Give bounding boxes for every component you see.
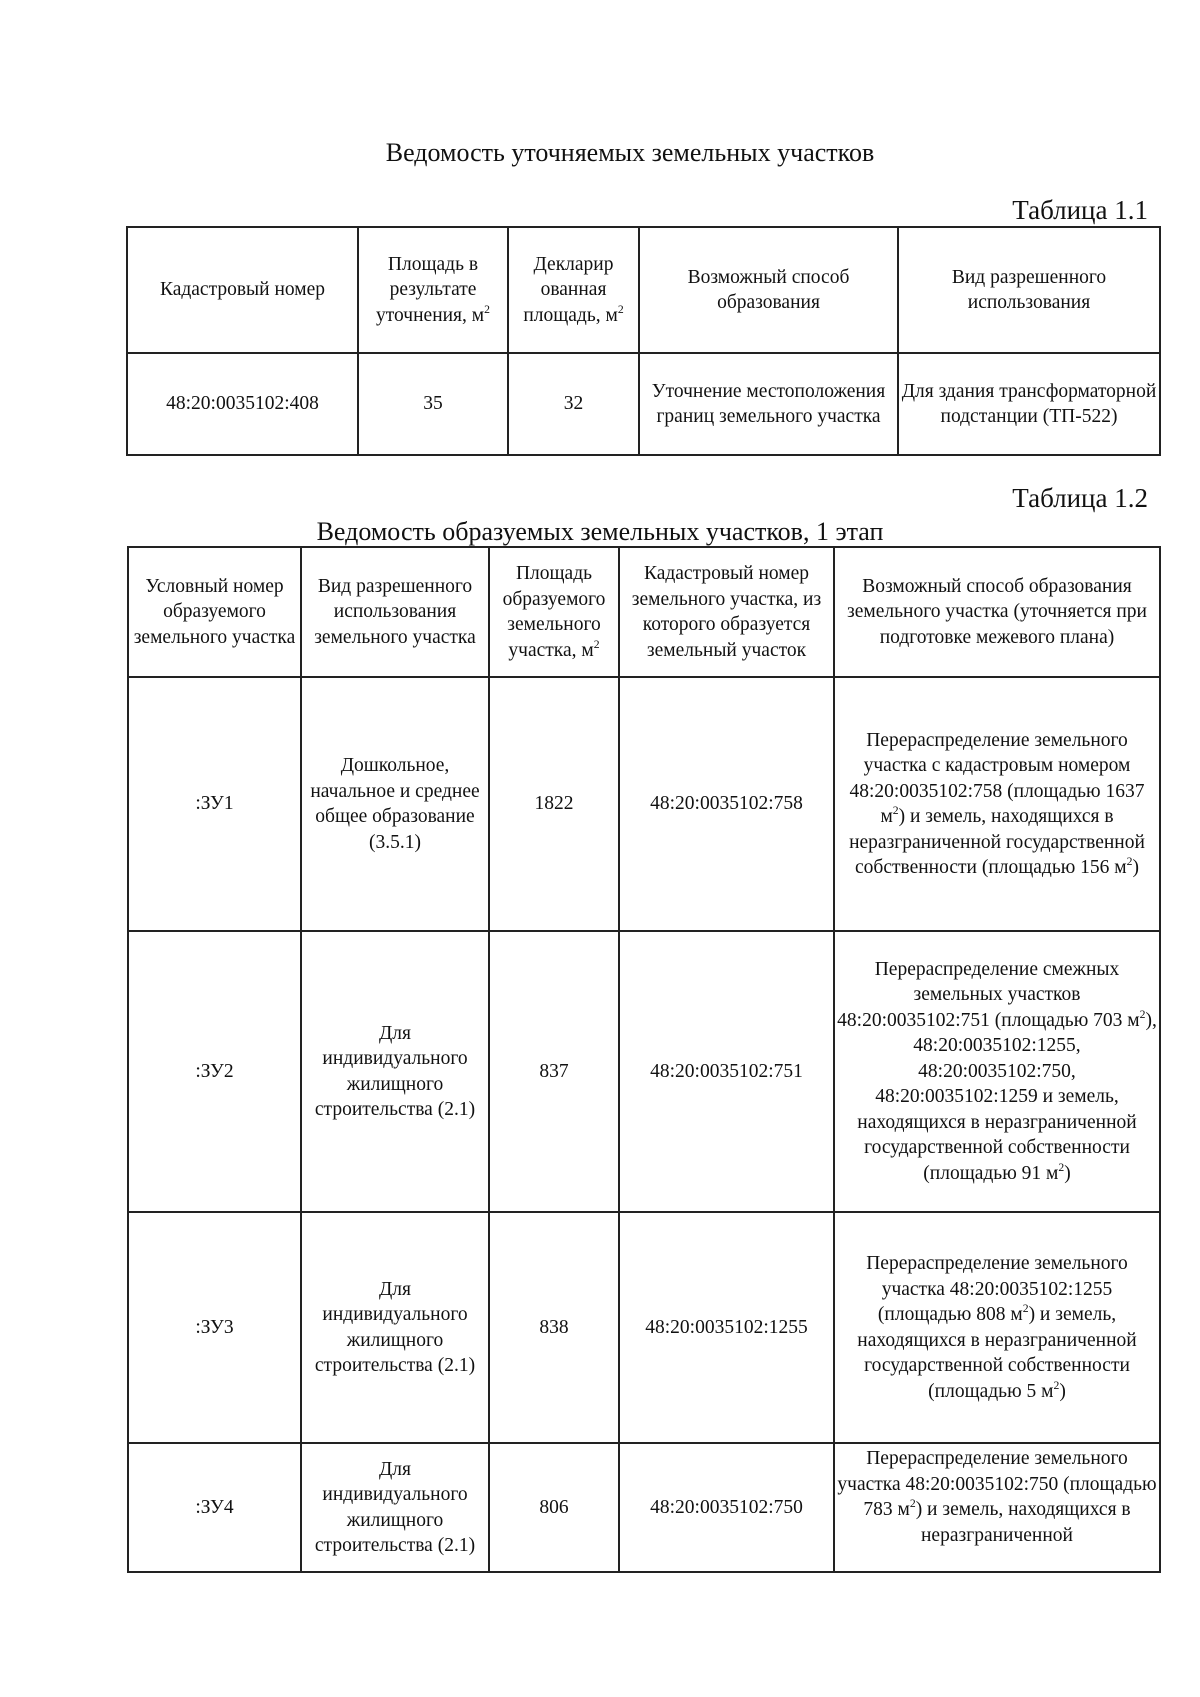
cell-permitted-use: Для индивидуального жилищного строительства (2.1) bbox=[301, 1443, 489, 1572]
table-header-row bbox=[128, 547, 1160, 677]
cell-formation-method: Уточнение местоположения границ земельного участка bbox=[639, 353, 898, 455]
cell-source-cadastral: 48:20:0035102:758 bbox=[619, 677, 834, 931]
header-area-declared: Декларир ованная площадь, $м^2$ bbox=[508, 227, 639, 353]
table-row bbox=[128, 931, 1160, 1212]
cell-formation-method: Перераспределение земельного участка 48:20:0035102:1255 (площадью 808 $м^2$) и земель, находящихся в неразграниченной государственной собственности (площадью 5 $м^2$) bbox=[834, 1212, 1160, 1443]
table-row bbox=[127, 353, 1160, 455]
cell-formation-method: Перераспределение земельного участка с кадастровым номером 48:20:0035102:758 (площадью 1637 $м^2$) и земель, находящихся в неразграниченной государственной собственности (площадью 156 $м^2$) bbox=[834, 677, 1160, 931]
cell-permitted-use: Для индивидуального жилищного строительства (2.1) bbox=[301, 931, 489, 1212]
document-title: Ведомость уточняемых земельных участков bbox=[385, 138, 875, 167]
table-2-caption: Таблица 1.2 bbox=[1012, 483, 1148, 513]
cell-permitted-use: Для индивидуального жилищного строительства (2.1) bbox=[301, 1212, 489, 1443]
header-plot-number: Условный номер образуемого земельного участка bbox=[128, 547, 301, 677]
cell-formation-method: Перераспределение смежных земельных участков 48:20:0035102:751 (площадью 703 $м^2$), 48:20:0035102:1255, 48:20:0035102:750, 48:20:0035102:1259 и земель, находящихся в неразграниченной государственной собственности (площадью 91 $м^2$) bbox=[834, 931, 1160, 1212]
header-cadastral-number: Кадастровый номер bbox=[127, 227, 358, 353]
cell-area: 1822 bbox=[489, 677, 619, 931]
table-row bbox=[128, 1212, 1160, 1443]
cell-permitted-use: Для здания трансформаторной подстанции (ТП-522) bbox=[898, 353, 1160, 455]
table-row bbox=[128, 1443, 1160, 1572]
table-header-row bbox=[127, 227, 1160, 353]
cell-source-cadastral: 48:20:0035102:751 bbox=[619, 931, 834, 1212]
cell-area: 806 bbox=[489, 1443, 619, 1572]
header-permitted-use: Вид разрешенного использования bbox=[898, 227, 1160, 353]
header-formation-method: Возможный способ образования земельного участка (уточняется при подготовке межевого плана) bbox=[834, 547, 1160, 677]
cell-plot-number: :ЗУ2 bbox=[128, 931, 301, 1212]
refined-plots-table bbox=[126, 226, 1161, 456]
cell-cadastral-number: 48:20:0035102:408 bbox=[127, 353, 358, 455]
cell-source-cadastral: 48:20:0035102:1255 bbox=[619, 1212, 834, 1443]
cell-plot-number: :ЗУ1 bbox=[128, 677, 301, 931]
cell-area: 837 bbox=[489, 931, 619, 1212]
cell-area-declared: 32 bbox=[508, 353, 639, 455]
document-subtitle: Ведомость образуемых земельных участков, 1 этап bbox=[316, 517, 884, 546]
header-formation-method: Возможный способ образования bbox=[639, 227, 898, 353]
table-1-caption: Таблица 1.1 bbox=[1012, 195, 1148, 225]
cell-area: 838 bbox=[489, 1212, 619, 1443]
cell-formation-method: Перераспределение земельного участка 48:20:0035102:750 (площадью 783 $м^2$) и земель, находящихся в неразграниченной bbox=[834, 1443, 1160, 1572]
header-area-refined: Площадь в результате уточнения, $м^2$ bbox=[358, 227, 508, 353]
cell-area-refined: 35 bbox=[358, 353, 508, 455]
table-row bbox=[128, 677, 1160, 931]
cell-plot-number: :ЗУ4 bbox=[128, 1443, 301, 1572]
header-source-cadastral: Кадастровый номер земельного участка, из которого образуется земельный участок bbox=[619, 547, 834, 677]
cell-plot-number: :ЗУ3 bbox=[128, 1212, 301, 1443]
cell-source-cadastral: 48:20:0035102:750 bbox=[619, 1443, 834, 1572]
header-permitted-use: Вид разрешенного использования земельного участка bbox=[301, 547, 489, 677]
header-area: Площадь образуемого земельного участка, $м^2$ bbox=[489, 547, 619, 677]
cell-permitted-use: Дошкольное, начальное и среднее общее образование (3.5.1) bbox=[301, 677, 489, 931]
formed-plots-table bbox=[127, 546, 1161, 1573]
